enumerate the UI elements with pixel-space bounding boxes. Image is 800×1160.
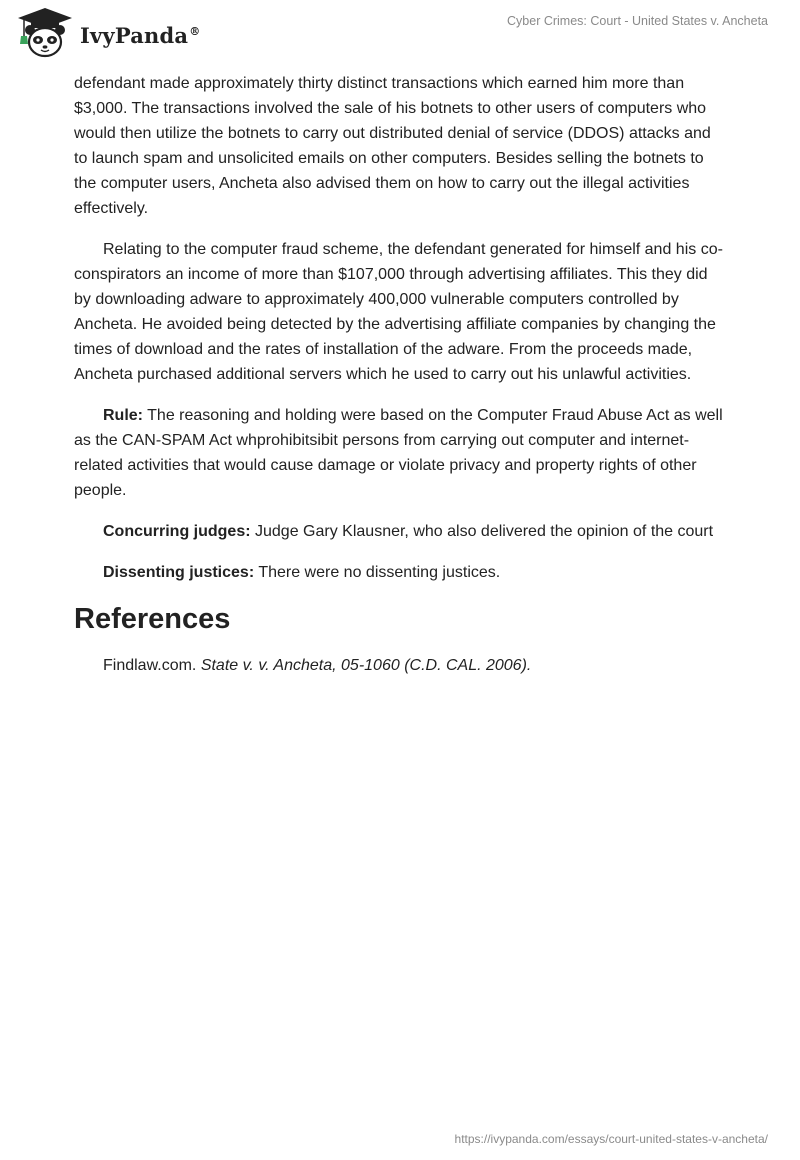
paragraph-dissenting [74, 560, 728, 585]
rule-text: The reasoning and holding were based on the Computer Fraud Abuse Act as well as the CAN-SPAM Act whprohibitsibit persons from carrying out computer and internet-related activities that would cause damage or violate privacy and property rights of other people. [74, 407, 723, 499]
paragraph-continued: defendant made approximately thirty distinct transactions which earned him more than $3,000. The transactions involved the sale of his botnets to other users of computers who would then utilize the botnets to carry out distributed denial of service (DDOS) attacks and to launch spam and unsolicited emails on other computers. Besides selling the botnets to the computer users, Ancheta also advised them on how to carry out the illegal activities effectively. [74, 75, 711, 217]
registered-mark: ® [189, 24, 201, 38]
brand-name-text: IvyPanda [80, 22, 189, 48]
essay-content [74, 71, 728, 694]
document-title: Cyber Crimes: Court - United States v. Ancheta [507, 14, 768, 28]
concurring-label: Concurring judges: [103, 523, 251, 540]
references-heading: References [74, 603, 231, 635]
panda-graduation-cap-icon [14, 6, 76, 60]
page-header [0, 0, 800, 66]
reference-title: State v. v. Ancheta, 05-1060 (C.D. CAL. 2006). [200, 657, 532, 674]
dissenting-label: Dissenting justices: [103, 564, 255, 581]
brand-name [80, 23, 200, 48]
paragraph-rule [74, 403, 728, 503]
concurring-text: Judge Gary Klausner, who also delivered the opinion of the court [250, 523, 714, 540]
brand-logo[interactable] [14, 6, 200, 60]
source-url[interactable]: https://ivypanda.com/essays/court-united-states-v-ancheta/ [454, 1132, 768, 1146]
dissenting-text: There were no dissenting justices. [254, 564, 501, 581]
paragraph-concurring [74, 519, 728, 544]
reference-item [74, 653, 728, 678]
rule-label: Rule: [103, 407, 143, 424]
reference-source: Findlaw.com. [103, 657, 201, 674]
paragraph-fraud-scheme: Relating to the computer fraud scheme, the defendant generated for himself and his co-conspirators an income of more than $107,000 through advertising affiliates. This they did by downloading adware to approximately 400,000 vulnerable computers controlled by Ancheta. He avoided being detected by the advertising affiliate companies by changing the times of download and the rates of installation of the adware. From the proceeds made, Ancheta purchased additional servers which he used to carry out his unlawful activities. [74, 241, 723, 383]
